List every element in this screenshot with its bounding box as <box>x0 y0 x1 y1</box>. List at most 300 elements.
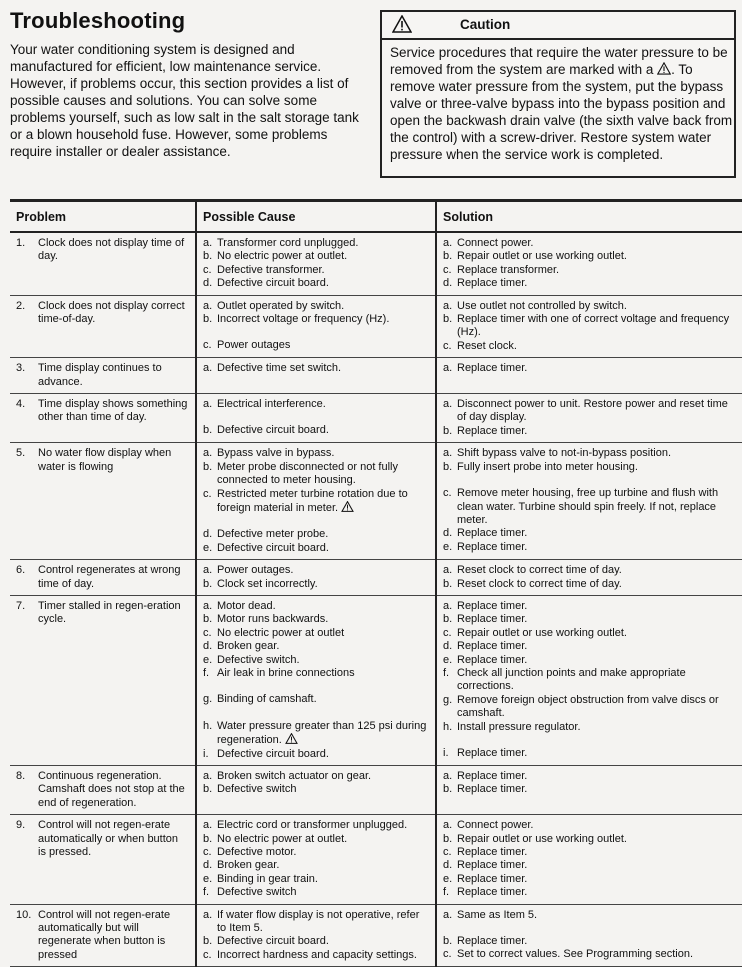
item-text-content: Replace timer. <box>457 859 528 872</box>
item-text <box>217 528 429 541</box>
item-text <box>217 886 429 899</box>
item-letter: b. <box>443 460 453 473</box>
solution-item <box>443 300 736 313</box>
item-text <box>457 654 736 667</box>
solution-item <box>443 600 736 613</box>
item-text-content: Set to correct values. See Programming section. <box>457 948 693 961</box>
cause-item <box>203 949 429 962</box>
item-text <box>457 886 736 899</box>
item-text-content: Replace transformer. <box>457 263 560 276</box>
possible-cause-cell <box>196 766 436 815</box>
item-letter: b. <box>443 832 453 845</box>
caution-text-part-2: . To remove water pressure from the system, put the bypass valve or three-valve bypass into the bypass position and open the backwash drain valve (the sixth valve back from the control) with a screw-driver. Restore system water pressure when the service work is completed. <box>390 62 733 162</box>
item-text-content: Replace timer. <box>457 527 528 540</box>
cause-item <box>203 833 429 846</box>
item-text-content: Incorrect voltage or frequency (Hz). <box>217 313 390 326</box>
item-text <box>217 640 429 653</box>
item-text <box>217 264 429 277</box>
item-text-content: Replace timer. <box>457 613 528 626</box>
table-row <box>10 443 742 560</box>
item-letter: b. <box>443 250 453 263</box>
item-text <box>457 527 736 540</box>
cause-item <box>203 600 429 613</box>
item-letter: c. <box>203 626 212 639</box>
item-text-content: Clock set incorrectly. <box>217 577 318 590</box>
header-possible-cause: Possible Cause <box>196 202 436 232</box>
item-letter: c. <box>203 948 212 961</box>
item-text <box>217 783 429 796</box>
item-letter: f. <box>443 886 450 899</box>
solution-item <box>443 613 736 626</box>
cause-item <box>203 339 429 352</box>
item-text <box>457 819 736 832</box>
item-letter: e. <box>203 653 213 666</box>
problem-number: 3. <box>16 362 26 375</box>
spacer <box>203 411 429 424</box>
item-text <box>457 859 736 872</box>
item-letter: a. <box>443 908 453 921</box>
item-text-content: Replace timer. <box>457 640 528 653</box>
item-letter: d. <box>443 527 453 540</box>
item-text <box>217 542 429 555</box>
item-text <box>457 277 736 290</box>
item-text <box>217 447 429 460</box>
solution-cell <box>436 815 742 904</box>
item-text <box>217 578 429 591</box>
item-text <box>457 398 736 425</box>
problem-text: Time display continues to advance. <box>38 362 162 388</box>
cause-item <box>203 819 429 832</box>
problem-number: 6. <box>16 564 26 577</box>
cause-item <box>203 748 429 761</box>
caution-box <box>380 10 736 178</box>
item-text <box>457 948 736 961</box>
item-letter: a. <box>443 299 453 312</box>
item-text <box>457 237 736 250</box>
item-text-content: Outlet operated by switch. <box>217 299 345 312</box>
cause-item <box>203 277 429 290</box>
item-text-content: No electric power at outlet. <box>217 250 348 263</box>
item-text <box>457 721 736 734</box>
solution-item <box>443 819 736 832</box>
item-letter: b. <box>203 783 213 796</box>
solution-item <box>443 783 736 796</box>
cause-item <box>203 424 429 437</box>
item-text <box>457 541 736 554</box>
solution-item <box>443 250 736 263</box>
solution-item <box>443 640 736 653</box>
cause-item <box>203 720 429 748</box>
item-text-content: Defective circuit board. <box>217 747 329 760</box>
problem-number: 2. <box>16 299 26 312</box>
spacer <box>203 707 429 720</box>
item-text-content: Motor runs backwards. <box>217 613 329 626</box>
solution-item <box>443 654 736 667</box>
item-text <box>457 264 736 277</box>
item-text <box>457 613 736 626</box>
problem <box>16 909 189 963</box>
cause-item <box>203 488 429 516</box>
item-letter: g. <box>443 693 453 706</box>
item-text-content: Reset clock. <box>457 339 517 352</box>
solution-cell <box>436 766 742 815</box>
cause-item <box>203 846 429 859</box>
solution-item <box>443 487 736 527</box>
item-letter: a. <box>203 908 213 921</box>
item-letter: b. <box>443 935 453 948</box>
problem-cell <box>10 358 196 394</box>
item-letter: c. <box>203 846 212 859</box>
item-text <box>217 935 429 948</box>
cause-item <box>203 528 429 541</box>
item-text-content: Repair outlet or use working outlet. <box>457 832 627 845</box>
header-problem: Problem <box>10 202 196 232</box>
possible-cause-cell <box>196 295 436 358</box>
item-letter: c. <box>203 339 212 352</box>
caution-title: Caution <box>460 17 511 32</box>
cause-item <box>203 654 429 667</box>
table-row <box>10 295 742 358</box>
possible-cause-cell <box>196 904 436 967</box>
spacer <box>203 326 429 339</box>
cause-item <box>203 627 429 640</box>
caution-text-part-1: Service procedures that require the water pressure to be removed from the system are marked with a <box>390 45 728 77</box>
table-body <box>10 232 742 967</box>
solution-item <box>443 313 736 340</box>
table-row <box>10 394 742 443</box>
item-text-content: Power outages. <box>217 564 294 577</box>
cause-item <box>203 250 429 263</box>
item-letter: d. <box>203 859 213 872</box>
item-text-content: Water pressure greater than 125 psi during regeneration. <box>217 719 427 747</box>
item-text <box>217 859 429 872</box>
item-letter: h. <box>443 720 453 733</box>
item-text <box>217 250 429 263</box>
item-text <box>217 488 429 516</box>
item-text <box>217 277 429 290</box>
item-text <box>217 667 429 680</box>
table-row <box>10 232 742 295</box>
possible-cause-cell <box>196 560 436 596</box>
cause-item <box>203 578 429 591</box>
cause-item <box>203 770 429 783</box>
solution-cell <box>436 595 742 765</box>
item-letter: b. <box>203 460 213 473</box>
problem-number: 1. <box>16 237 26 249</box>
item-text-content: Replace timer. <box>457 653 528 666</box>
item-text <box>457 640 736 653</box>
item-text-content: Defective circuit board. <box>217 277 329 290</box>
item-text <box>217 461 429 488</box>
cause-item <box>203 313 429 326</box>
warning-triangle-icon <box>285 733 298 744</box>
item-letter: c. <box>203 487 212 500</box>
item-text-content: Replace timer. <box>457 277 528 290</box>
cause-item <box>203 886 429 899</box>
item-text-content: Reset clock to correct time of day. <box>457 577 622 590</box>
problem-number: 7. <box>16 599 26 612</box>
table-row <box>10 815 742 904</box>
solution-item <box>443 948 736 961</box>
item-letter: d. <box>203 528 213 541</box>
solution-item <box>443 277 736 290</box>
item-text <box>457 250 736 263</box>
possible-cause-cell <box>196 443 436 560</box>
item-text-content: Remove foreign object obstruction from valve discs or camshaft. <box>457 693 719 720</box>
solution-item <box>443 846 736 859</box>
item-text-content: Broken switch actuator on gear. <box>217 770 372 782</box>
problem <box>16 237 189 264</box>
item-text <box>457 667 736 694</box>
item-text-content: Replace timer. <box>457 540 528 553</box>
item-text-content: Check all junction points and make appropriate corrections. <box>457 666 686 693</box>
solution-item <box>443 578 736 591</box>
item-letter: e. <box>203 872 213 885</box>
item-text <box>457 627 736 640</box>
cause-item <box>203 461 429 488</box>
item-letter: b. <box>443 424 453 437</box>
item-text <box>457 770 736 783</box>
item-letter: a. <box>443 447 453 460</box>
solution-item <box>443 747 736 760</box>
item-text <box>457 909 736 922</box>
cause-item <box>203 667 429 680</box>
solution-item <box>443 886 736 899</box>
item-text <box>457 447 736 460</box>
problem-text: No water flow display when water is flowing <box>38 447 172 473</box>
item-letter: d. <box>203 640 213 653</box>
solution-item <box>443 362 736 375</box>
solution-item <box>443 909 736 922</box>
cause-item <box>203 935 429 948</box>
item-text-content: Power outages <box>217 339 291 352</box>
item-text <box>217 693 429 706</box>
item-text-content: Motor dead. <box>217 599 276 612</box>
item-letter: f. <box>443 666 450 679</box>
item-letter: b. <box>443 577 453 590</box>
problem-cell <box>10 560 196 596</box>
item-letter: e. <box>203 541 213 554</box>
possible-cause-cell <box>196 232 436 295</box>
item-text <box>217 564 429 577</box>
item-text-content: Replace timer. <box>457 599 528 612</box>
cause-item <box>203 362 429 375</box>
warning-triangle-icon <box>657 62 671 75</box>
item-text <box>217 949 429 962</box>
item-letter: b. <box>443 313 453 326</box>
item-text-content: Broken gear. <box>217 859 280 872</box>
item-letter: b. <box>203 250 213 263</box>
item-text-content: Replace timer. <box>457 935 528 948</box>
item-text <box>217 313 429 326</box>
cause-item <box>203 613 429 626</box>
item-letter: d. <box>443 277 453 290</box>
item-text-content: Replace timer with one of correct voltage and frequency (Hz). <box>457 313 730 339</box>
problem <box>16 600 189 627</box>
item-letter: b. <box>443 783 453 796</box>
item-text <box>217 613 429 626</box>
item-letter: a. <box>443 398 453 411</box>
item-text-content: Disconnect power to unit. Restore power and reset time of day display. <box>457 398 728 424</box>
troubleshooting-table <box>10 199 742 967</box>
item-text <box>457 747 736 760</box>
item-text-content: Binding in gear train. <box>217 872 318 885</box>
item-text-content: Reset clock to correct time of day. <box>457 564 622 577</box>
item-text <box>457 362 736 375</box>
item-text <box>217 339 429 352</box>
item-text <box>457 340 736 353</box>
item-letter: b. <box>203 313 213 326</box>
item-letter: a. <box>443 237 453 249</box>
problem-cell <box>10 295 196 358</box>
item-letter: a. <box>203 599 213 612</box>
cause-item <box>203 693 429 706</box>
cause-item <box>203 564 429 577</box>
item-letter: e. <box>443 653 453 666</box>
item-text-content: Electric cord or transformer unplugged. <box>217 819 408 832</box>
solution-cell <box>436 394 742 443</box>
item-letter: a. <box>203 362 213 375</box>
item-letter: i. <box>443 747 449 759</box>
item-text-content: Defective meter probe. <box>217 528 329 541</box>
item-text-content: Binding of camshaft. <box>217 693 317 706</box>
possible-cause-cell <box>196 595 436 765</box>
problem-text: Continuous regeneration. Camshaft does not stop at the end of regeneration. <box>38 770 185 809</box>
item-text <box>217 833 429 846</box>
item-text <box>217 362 429 375</box>
item-letter: b. <box>203 577 213 590</box>
item-text <box>457 564 736 577</box>
item-letter: a. <box>203 819 213 832</box>
table-header-row <box>10 202 742 232</box>
item-text <box>457 487 736 527</box>
item-text <box>217 720 429 748</box>
item-letter: d. <box>443 640 453 653</box>
solution-item <box>443 627 736 640</box>
item-text-content: Replace timer. <box>457 783 528 796</box>
item-letter: c. <box>443 339 452 352</box>
caution-header <box>382 12 734 40</box>
item-letter: a. <box>203 564 213 577</box>
solution-item <box>443 461 736 474</box>
item-letter: a. <box>203 299 213 312</box>
item-text <box>457 833 736 846</box>
problem-cell <box>10 815 196 904</box>
item-text-content: Replace timer. <box>457 362 528 375</box>
problem-text: Timer stalled in regen-eration cycle. <box>38 599 181 626</box>
cause-item <box>203 447 429 460</box>
item-letter: b. <box>203 613 213 626</box>
item-text-content: Incorrect hardness and capacity settings. <box>217 948 417 961</box>
item-text <box>457 600 736 613</box>
problem-number: 9. <box>16 819 26 832</box>
item-text-content: Remove meter housing, free up turbine and flush with clean water. Turbine should spin freely. If not, replace meter. <box>457 487 719 526</box>
problem-text: Control regenerates at wrong time of day. <box>38 564 181 590</box>
problem-number: 4. <box>16 398 26 411</box>
problem-text: Clock does not display correct time-of-day. <box>38 299 185 326</box>
item-text <box>217 819 429 832</box>
item-text <box>217 424 429 437</box>
item-text <box>217 600 429 613</box>
solution-item <box>443 237 736 250</box>
cause-item <box>203 873 429 886</box>
item-text-content: Defective circuit board. <box>217 541 329 554</box>
cause-item <box>203 542 429 555</box>
caution-text <box>390 44 734 163</box>
solution-item <box>443 873 736 886</box>
header-solution: Solution <box>436 202 742 232</box>
cause-item <box>203 640 429 653</box>
possible-cause-cell <box>196 815 436 904</box>
item-text-content: Use outlet not controlled by switch. <box>457 299 627 312</box>
item-text-content: Fully insert probe into meter housing. <box>457 460 638 473</box>
item-text <box>217 873 429 886</box>
item-text-content: Defective switch <box>217 886 297 899</box>
table-row <box>10 595 742 765</box>
item-letter: e. <box>443 872 453 885</box>
problem-text: Control will not regen-erate automatically but will regenerate when button is pressed <box>38 908 171 961</box>
item-text <box>217 300 429 313</box>
item-letter: g. <box>203 693 213 706</box>
problem-number: 5. <box>16 447 26 460</box>
spacer <box>203 680 429 693</box>
item-letter: c. <box>443 948 452 961</box>
problem-number: 10. <box>16 908 32 921</box>
problem-number: 8. <box>16 770 26 782</box>
item-text <box>457 300 736 313</box>
item-text-content: No electric power at outlet. <box>217 832 348 845</box>
problem-cell <box>10 394 196 443</box>
item-text-content: Replace timer. <box>457 424 528 437</box>
item-letter: h. <box>203 719 213 732</box>
item-letter: a. <box>443 362 453 375</box>
solution-cell <box>436 443 742 560</box>
cause-item <box>203 398 429 411</box>
item-text-content: Defective motor. <box>217 846 297 859</box>
item-letter: f. <box>203 666 210 679</box>
solution-cell <box>436 295 742 358</box>
table-row <box>10 560 742 596</box>
possible-cause-cell <box>196 358 436 394</box>
problem <box>16 564 189 591</box>
cause-item <box>203 264 429 277</box>
item-letter: a. <box>443 770 453 782</box>
item-text-content: Repair outlet or use working outlet. <box>457 626 627 639</box>
item-text-content: Defective switch <box>217 783 297 796</box>
solution-item <box>443 694 736 721</box>
solution-item <box>443 447 736 460</box>
solution-cell <box>436 904 742 967</box>
item-letter: b. <box>203 424 213 437</box>
item-text-content: Meter probe disconnected or not fully connected to meter housing. <box>217 460 398 487</box>
warning-triangle-icon <box>341 501 354 512</box>
table-row <box>10 904 742 967</box>
spacer <box>203 515 429 528</box>
cause-item <box>203 237 429 250</box>
warning-triangle-icon <box>392 15 412 33</box>
cause-item <box>203 300 429 313</box>
item-letter: a. <box>203 237 213 249</box>
item-letter: a. <box>443 599 453 612</box>
item-letter: d. <box>203 277 213 290</box>
item-text <box>457 873 736 886</box>
item-text-content: Connect power. <box>457 819 534 832</box>
item-text <box>457 846 736 859</box>
item-letter: b. <box>443 613 453 626</box>
item-letter: d. <box>443 859 453 872</box>
problem <box>16 770 189 810</box>
item-text-content: Defective transformer. <box>217 263 325 276</box>
